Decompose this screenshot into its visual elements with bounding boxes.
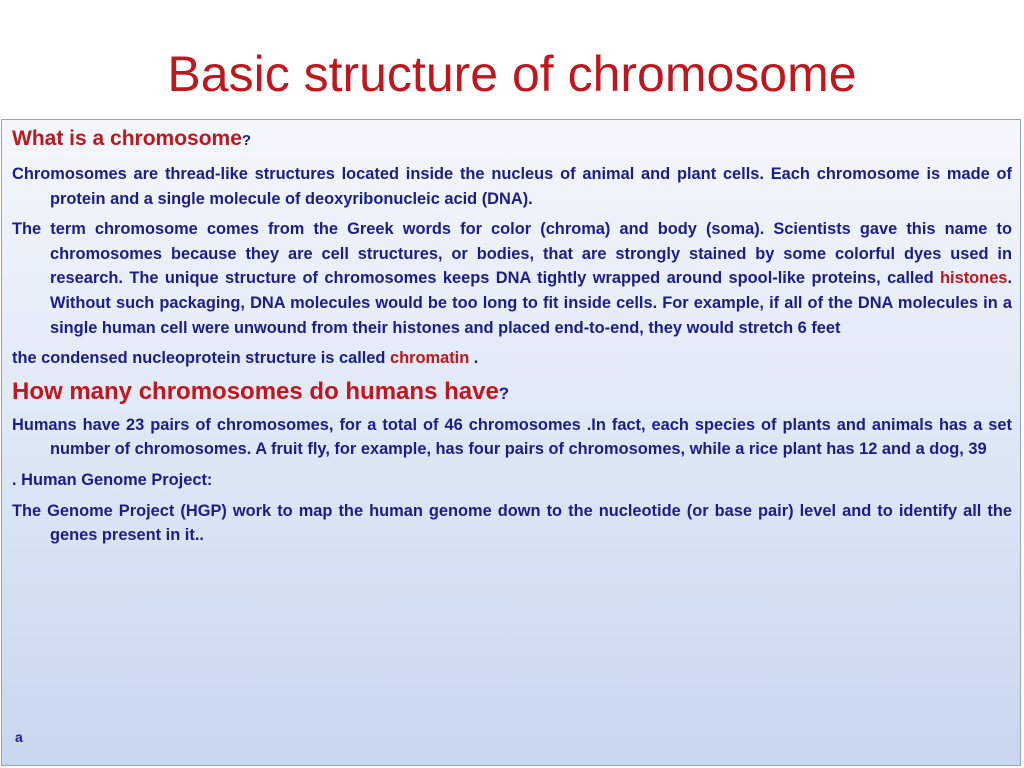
line-text: . <box>469 349 479 368</box>
paragraph-human-chromosomes: Humans have 23 pairs of chromosomes, for a total of 46 chromosomes .In fact, each species of plants and animals has a set number of chromosomes. A fruit fly, for example, has four pairs of chromosomes, while a rice plant has 12 and a dog, 39 <box>12 415 1012 459</box>
section-heading-what-is-chromosome <box>12 124 1012 156</box>
line-genome-heading: . Human Genome Project: <box>12 470 213 489</box>
paragraph-chromosome-definition: Chromosomes are thread-like structures located inside the nucleus of animal and plant cells. Each chromosome is made of protein and a single molecule of deoxyribonucleic acid (DNA). <box>12 165 1012 208</box>
term-histones: histones <box>940 269 1008 288</box>
content-body <box>12 124 1012 554</box>
line-text: the condensed nucleoprotein structure is called <box>12 349 390 368</box>
paragraph-genome-project: The Genome Project (HGP) work to map the human genome down to the nucleotide (or base pair) level and to identify all the genes present in it.. <box>12 501 1012 545</box>
paragraph-text: The term chromosome comes from the Greek words for color (chroma) and body (soma). Scientists gave this name to chromosomes because they are cell structures, or bodies, that are strongly stained by some colorful dyes used in research. The unique structure of chromosomes keeps DNA tightly wrapped around spool-like proteins, called <box>12 220 1012 288</box>
line-chromatin <box>12 346 1012 371</box>
section-heading-how-many <box>12 377 1012 409</box>
paragraph-chromosome-term <box>12 217 1012 340</box>
paragraph-text: . Without such packaging, DNA molecules would be too long to fit inside cells. For example, if all of the DNA molecules in a single human cell were unwound from their histones and placed end-to-end, they would stretch 6 feet <box>50 269 1012 337</box>
content-box <box>1 119 1021 766</box>
heading-text: How many chromosomes do humans have <box>12 377 499 405</box>
heading-question-mark: ? <box>498 383 510 403</box>
heading-text: What is a chromosome <box>12 127 242 150</box>
footnote: a <box>15 729 23 745</box>
heading-question-mark: ? <box>241 132 252 149</box>
term-chromatin: chromatin <box>389 349 470 368</box>
slide-title: Basic structure of chromosome <box>167 46 857 102</box>
